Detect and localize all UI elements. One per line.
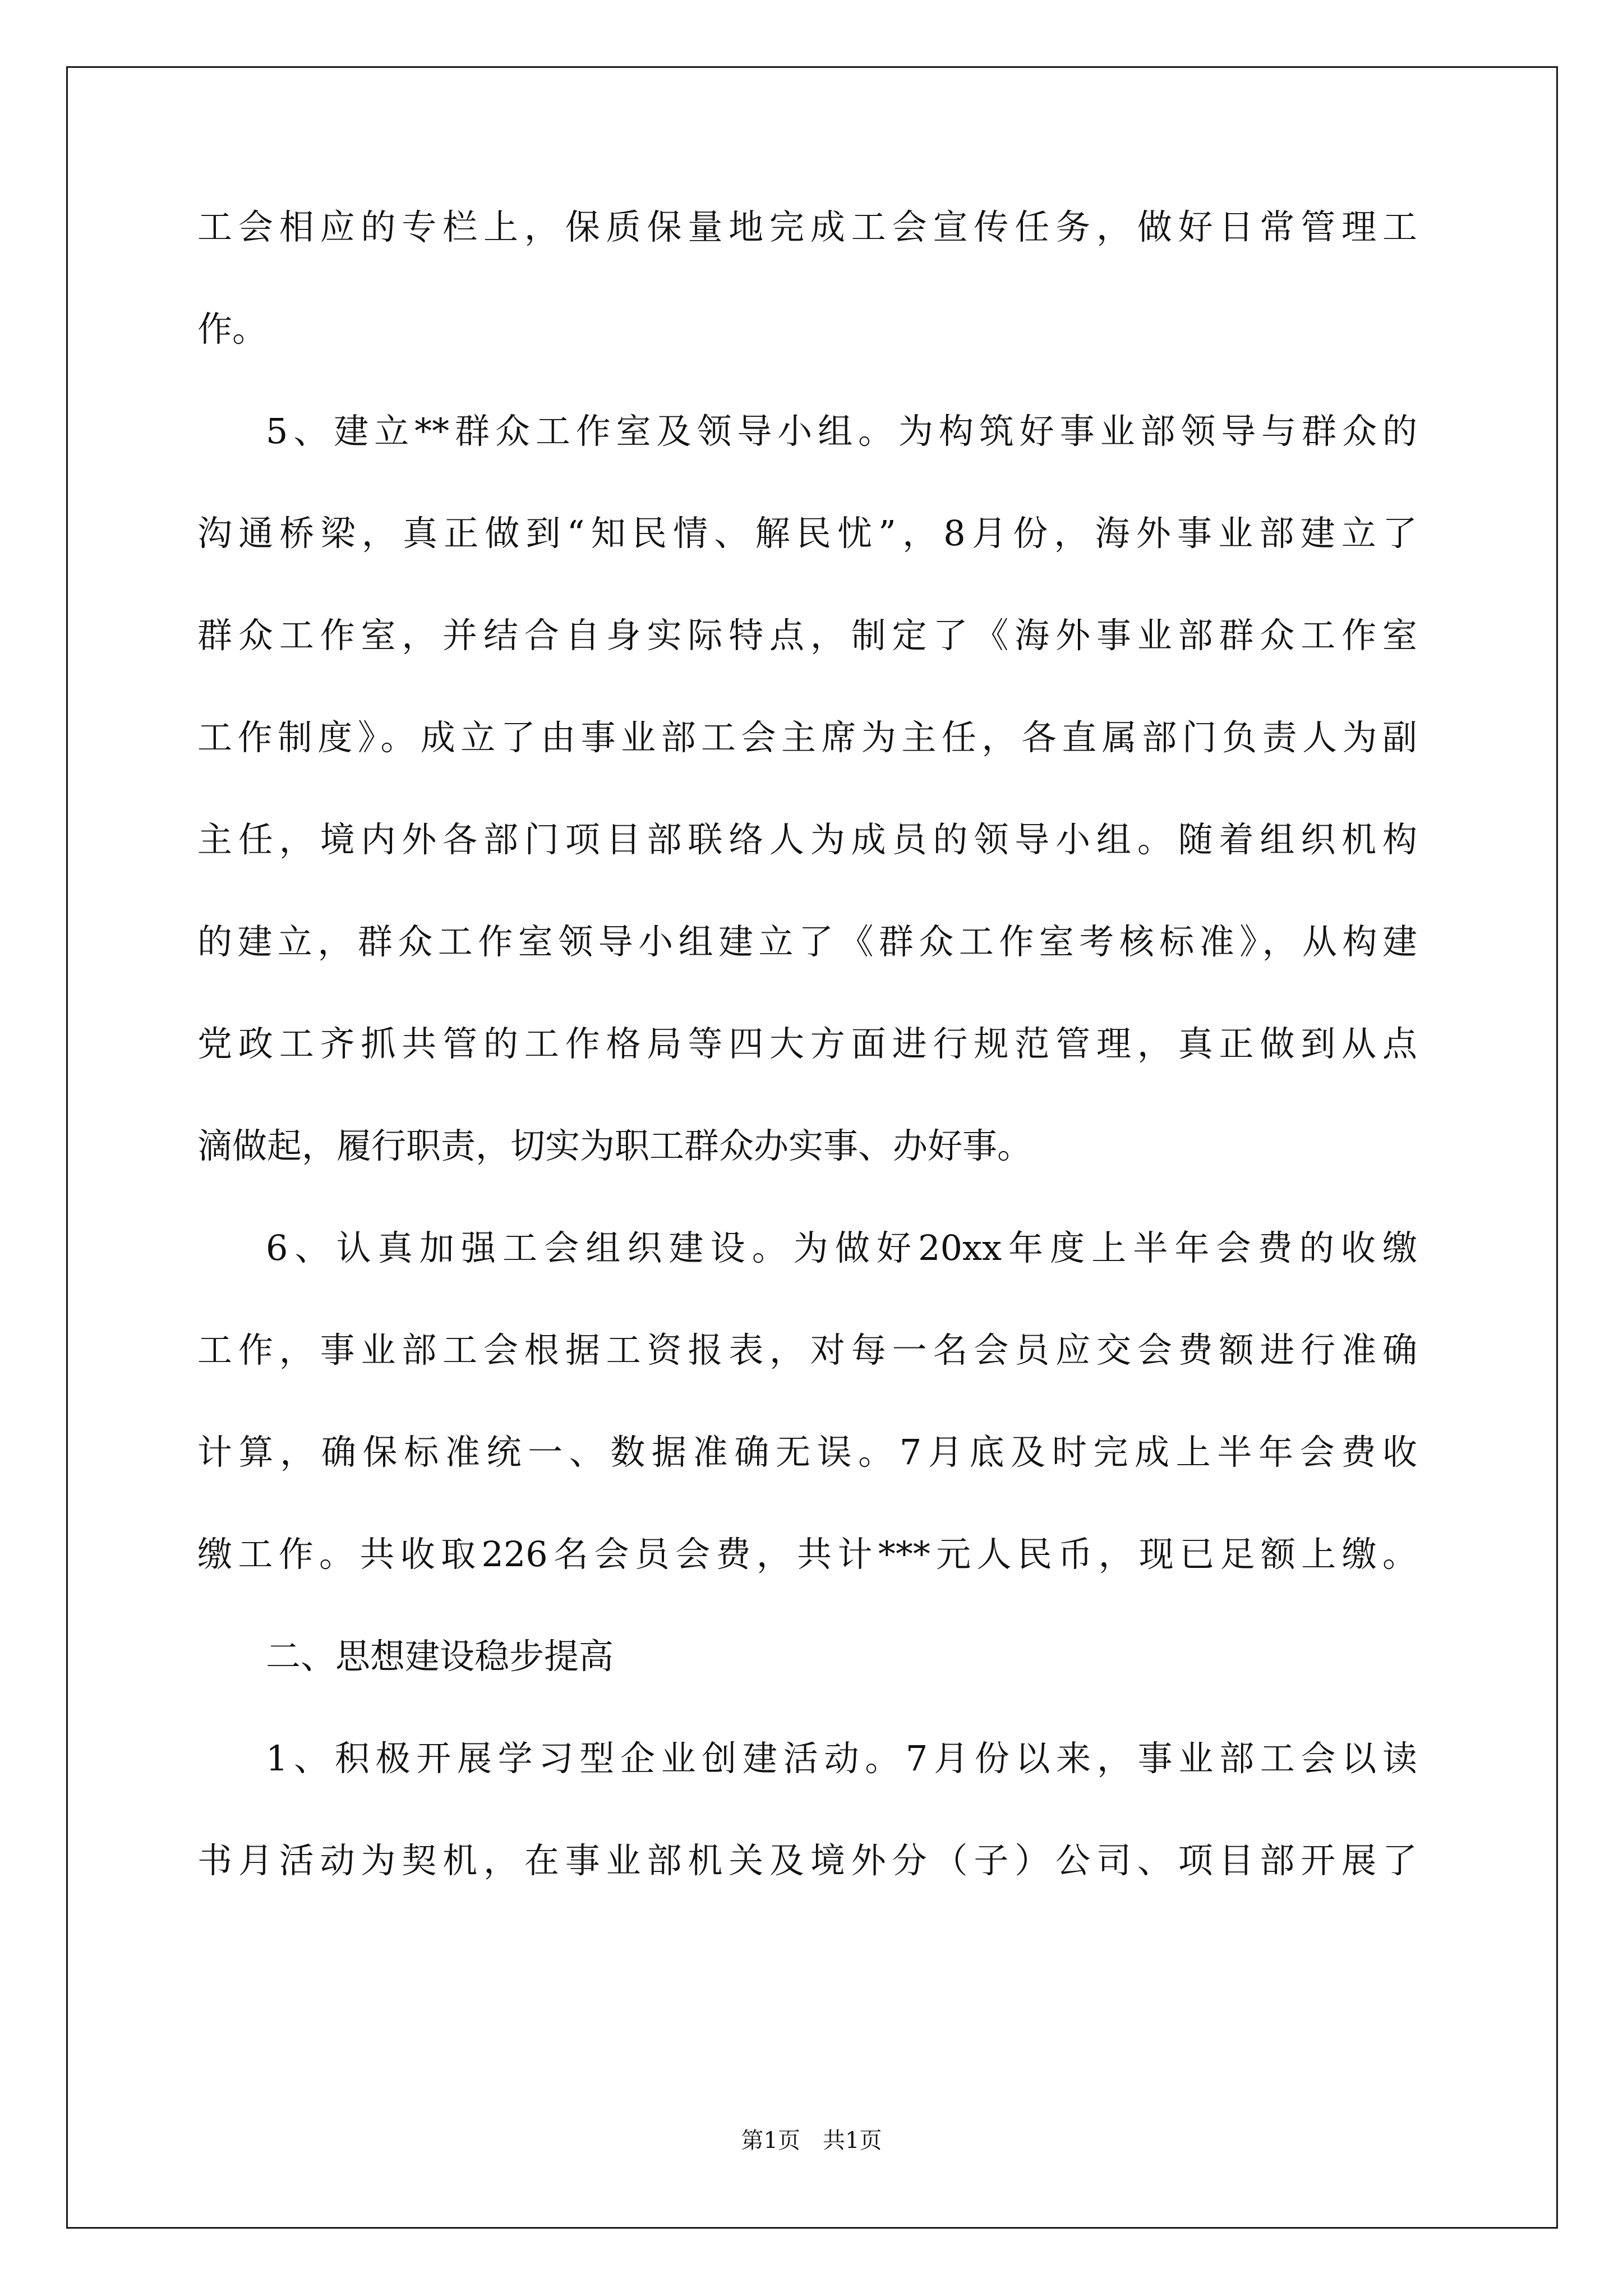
page-number: 第1页 共1页 — [741, 2128, 882, 2154]
text-line: 的建立，群众工作室领导小组建立了《群众工作室考核标准》，从构建 — [197, 921, 1417, 962]
text-line: 沟通桥梁，真正做到“知民情、解民忧”，8月份，海外事业部建立了 — [197, 513, 1417, 554]
text-line: 书月活动为契机，在事业部机关及境外分（子）公司、项目部开展了 — [197, 1840, 1417, 1881]
paragraph-start-line: 6、认真加强工会组织建设。为做好20xx年度上半年会费的收缴 — [266, 1227, 1417, 1268]
text-line: 计算，确保标准统一、数据准确无误。7月底及时完成上半年会费收 — [197, 1432, 1417, 1473]
section-heading: 二、思想建设稳步提高 — [266, 1636, 614, 1677]
page-footer — [0, 2127, 1623, 2154]
text-line: 主任，境内外各部门项目部联络人为成员的领导小组。随着组织机构 — [197, 819, 1417, 860]
text-line: 党政工齐抓共管的工作格局等四大方面进行规范管理，真正做到从点 — [197, 1023, 1417, 1064]
text-line: 群众工作室，并结合自身实际特点，制定了《海外事业部群众工作室 — [197, 615, 1417, 656]
text-line: 滴做起，履行职责，切实为职工群众办实事、办好事。 — [197, 1125, 1032, 1166]
paragraph-start-line: 5、建立**群众工作室及领导小组。为构筑好事业部领导与群众的 — [266, 411, 1417, 452]
text-line: 缴工作。共收取226名会员会费，共计***元人民币，现已足额上缴。 — [197, 1534, 1417, 1575]
text-line: 工作，事业部工会根据工资报表，对每一名会员应交会费额进行准确 — [197, 1329, 1417, 1370]
paragraph-start-line: 1、积极开展学习型企业创建活动。7月份以来，事业部工会以读 — [266, 1738, 1417, 1779]
text-line: 作。 — [197, 309, 268, 349]
text-line: 工作制度》。成立了由事业部工会主席为主任，各直属部门负责人为副 — [197, 717, 1417, 758]
text-line: 工会相应的专栏上，保质保量地完成工会宣传任务，做好日常管理工 — [197, 206, 1417, 247]
